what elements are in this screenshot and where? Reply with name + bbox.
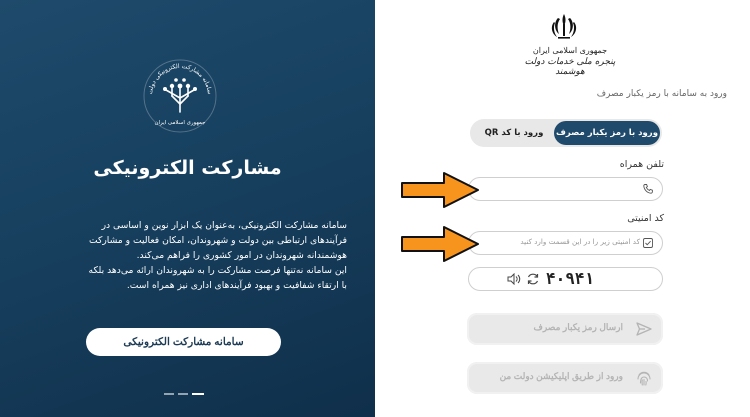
carousel-dot[interactable] — [178, 393, 188, 395]
carousel-dot-active[interactable] — [192, 393, 204, 395]
captcha-label: کد امنیتی — [627, 213, 664, 224]
refresh-icon[interactable] — [526, 272, 540, 286]
description-line: این سامانه نه‌تنها فرصت مشارکت را به شهروندان ارائه می‌دهد بلکه — [88, 265, 347, 276]
phone-field[interactable] — [468, 177, 663, 201]
iran-emblem-icon — [550, 12, 578, 42]
description-line: با ارتقاء شفافیت و بهبود فرآیندهای اداری نیز همراه است. — [126, 280, 347, 291]
hero-title: مشارکت الکترونیکی — [93, 157, 282, 179]
tab-qr-login[interactable]: ورود با کد QR — [484, 128, 544, 138]
arrow-annotation-phone — [398, 170, 482, 210]
fingerprint-icon — [635, 369, 653, 387]
description-line: فرآیندهای ارتباطی بین دولت و شهروندان، امکان فعالیت و مشارکت — [88, 235, 347, 246]
electronic-participation-button[interactable]: سامانه مشارکت الکترونیکی — [86, 328, 281, 356]
app-login-button[interactable] — [467, 362, 663, 394]
carousel-dot[interactable] — [164, 393, 174, 395]
svg-text:جمهوری اسلامی ایران: جمهوری اسلامی ایران — [154, 120, 206, 126]
app-login-label: ورود از طریق اپلیکیشن دولت من — [499, 371, 623, 381]
phone-icon — [642, 183, 654, 195]
checkbox-icon — [642, 237, 654, 249]
send-otp-button[interactable] — [467, 313, 663, 345]
description-line: سامانه مشارکت الکترونیکی، به‌عنوان یک ابزار نوین و اساسی در — [101, 220, 347, 231]
tab-otp-login[interactable]: ورود با رمز یکبار مصرف — [554, 121, 660, 145]
org-name-line2: پنجره ملی خدمات دولت هوشمند — [524, 57, 616, 77]
svg-text:سامانه مشارکت الکترونیکی دولت: سامانه مشارکت الکترونیکی دولت — [146, 62, 214, 95]
captcha-field[interactable] — [468, 231, 663, 255]
phone-label: تلفن همراه — [619, 159, 664, 170]
description-line: هوشمندانه شهروندان در امور کشوری را فراهم می‌کند. — [136, 250, 347, 261]
electronic-participation-logo — [142, 58, 218, 134]
carousel-indicators[interactable] — [164, 393, 204, 397]
hero-description — [22, 218, 347, 293]
send-otp-label: ارسال رمز یکبار مصرف — [533, 322, 623, 332]
captcha-image: ۴۰۹۴۱ — [546, 269, 595, 288]
arrow-annotation-captcha — [398, 224, 482, 264]
org-name-line1: جمهوری اسلامی ایران — [532, 46, 608, 55]
audio-icon[interactable] — [507, 273, 521, 285]
login-subtitle: ورود به سامانه با رمز یکبار مصرف — [596, 89, 727, 99]
login-method-tabs — [470, 119, 662, 147]
captcha-placeholder: کد امنیتی زیر را در این قسمت وارد کنید — [520, 237, 640, 246]
send-icon — [635, 320, 653, 338]
